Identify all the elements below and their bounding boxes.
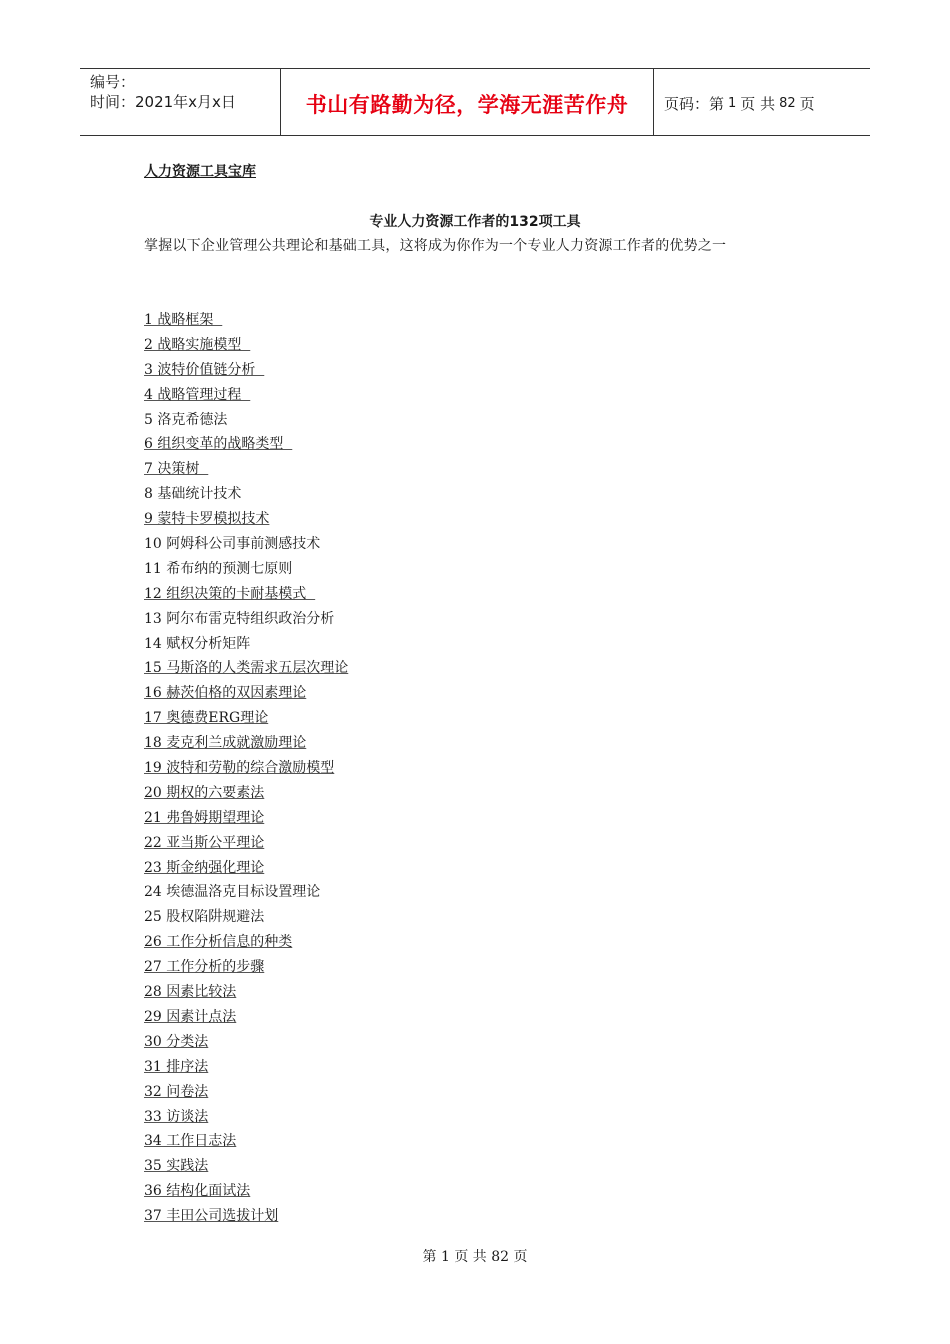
- tool-list-item-text: 3 波特价值链分析: [144, 361, 265, 378]
- tool-list-item-text: 24 埃德温洛克目标设置理论: [144, 884, 321, 901]
- tool-list-item-text: 28 因素比较法: [144, 984, 237, 1001]
- tool-list-link[interactable]: [144, 1206, 348, 1231]
- tool-list-item-text: 9 蒙特卡罗模拟技术: [144, 511, 270, 528]
- tool-list: [144, 310, 348, 1231]
- tool-list-item: [144, 634, 348, 659]
- library-title-link[interactable]: 人力资源工具宝库: [144, 164, 256, 180]
- footer-page-current: 1: [440, 1249, 450, 1265]
- tool-list-item-text: 17 奥德费ERG理论: [144, 710, 269, 727]
- tool-list-item-text: 6 组织变革的战略类型: [144, 436, 293, 453]
- tool-list-link[interactable]: [144, 833, 348, 858]
- tool-list-link[interactable]: [144, 509, 348, 534]
- intro-paragraph: 掌握以下企业管理公共理论和基础工具，这将成为你作为一个专业人力资源工作者的优势之一: [144, 238, 727, 254]
- tool-list-item-text: 18 麦克利兰成就激励理论: [144, 735, 307, 752]
- tool-list-link[interactable]: [144, 1032, 348, 1057]
- tool-list-link[interactable]: [144, 385, 348, 410]
- document-time-label: 时间：2021年x月x日: [90, 93, 236, 111]
- tool-list-link[interactable]: [144, 1131, 348, 1156]
- tool-list-item-text: 8 基础统计技术: [144, 486, 242, 503]
- tool-list-item-text: 1 战略框架: [144, 312, 223, 328]
- tool-list-item: [144, 410, 348, 435]
- tool-list-item-text: 30 分类法: [144, 1033, 209, 1050]
- tool-list-item-text: 27 工作分析的步骤: [144, 959, 265, 976]
- tool-list-item-text: 35 实践法: [144, 1158, 209, 1175]
- tool-list-item-text: 36 结构化面试法: [144, 1183, 251, 1200]
- tool-list-link[interactable]: [144, 1057, 348, 1082]
- tool-list-link[interactable]: [144, 808, 348, 833]
- tool-list-item-text: 23 斯金纳强化理论: [144, 859, 265, 876]
- tool-list-link[interactable]: [144, 957, 348, 982]
- tool-list-link[interactable]: [144, 1007, 348, 1032]
- tool-list-item-text: 16 赫茨伯格的双因素理论: [144, 685, 307, 702]
- tool-list-link[interactable]: [144, 459, 348, 484]
- tool-list-link[interactable]: [144, 1107, 348, 1132]
- header-page-current: 1: [728, 95, 737, 111]
- tool-list-link[interactable]: [144, 708, 348, 733]
- tool-list-item-text: 2 战略实施模型: [144, 336, 251, 353]
- tool-list-item-text: 5 洛克希德法: [144, 411, 228, 428]
- tool-list-item-text: 37 丰田公司选拔计划: [144, 1208, 279, 1225]
- tool-list-item-text: 20 期权的六要素法: [144, 784, 265, 801]
- tool-list-link[interactable]: [144, 982, 348, 1007]
- tool-list-item-text: 32 问卷法: [144, 1083, 209, 1100]
- header-page-indicator: [654, 69, 870, 135]
- tool-list-link[interactable]: [144, 335, 348, 360]
- tool-list-link[interactable]: [144, 932, 348, 957]
- tool-list-link[interactable]: [144, 1082, 348, 1107]
- tool-list-item-text: 29 因素计点法: [144, 1008, 237, 1025]
- tool-list-link[interactable]: [144, 434, 348, 459]
- tool-list-item-text: 22 亚当斯公平理论: [144, 834, 265, 851]
- tool-list-item-text: 12 组织决策的卡耐基模式: [144, 585, 316, 602]
- tool-list-item-text: 7 决策树: [144, 461, 209, 478]
- tool-list-link[interactable]: [144, 733, 348, 758]
- footer-page-total: 82: [491, 1249, 510, 1265]
- tool-list-item-text: 19 波特和劳勒的综合激励模型: [144, 760, 335, 777]
- tool-list-item-text: 10 阿姆科公司事前测感技术: [144, 536, 321, 553]
- tool-list-link[interactable]: [144, 1156, 348, 1181]
- tool-list-link[interactable]: [144, 683, 348, 708]
- tool-list-item-text: 11 希布纳的预测七原则: [144, 560, 293, 577]
- header-meta-cell: [80, 69, 281, 135]
- header-motto: 书山有路勤为径，学海无涯苦作舟: [281, 69, 654, 135]
- tool-list-item: [144, 907, 348, 932]
- tool-list-item: [144, 484, 348, 509]
- tool-list-item-text: 15 马斯洛的人类需求五层次理论: [144, 660, 349, 677]
- tool-list-link[interactable]: [144, 360, 348, 385]
- tool-list-item-text: 21 弗鲁姆期望理论: [144, 809, 265, 826]
- header-page-middle: 页 共: [740, 94, 776, 113]
- header-page-prefix: 页码：第: [664, 94, 725, 113]
- tool-list-link[interactable]: [144, 783, 348, 808]
- footer-middle: 页 共: [454, 1249, 487, 1265]
- tool-list-item-text: 26 工作分析信息的种类: [144, 934, 293, 951]
- tool-list-item: [144, 534, 348, 559]
- tool-list-link[interactable]: [144, 858, 348, 883]
- tool-list-item: [144, 882, 348, 907]
- document-number-label: 编号：: [90, 73, 136, 91]
- tool-list-link[interactable]: [144, 584, 348, 609]
- tool-list-item-text: 25 股权陷阱规避法: [144, 909, 265, 926]
- document-heading: 专业人力资源工作者的132项工具: [369, 214, 581, 230]
- tool-list-item-text: 31 排序法: [144, 1058, 209, 1075]
- page-header: [80, 68, 870, 136]
- tool-list-item-text: 14 赋权分析矩阵: [144, 635, 251, 652]
- tool-list-item: [144, 559, 348, 584]
- tool-list-item-text: 34 工作日志法: [144, 1133, 237, 1150]
- page-footer: [0, 1246, 950, 1266]
- header-page-suffix: 页: [799, 94, 815, 113]
- tool-list-link[interactable]: [144, 310, 348, 335]
- tool-list-item-text: 33 访谈法: [144, 1108, 209, 1125]
- footer-suffix: 页: [513, 1249, 528, 1265]
- tool-list-link[interactable]: [144, 1181, 348, 1206]
- tool-list-link[interactable]: [144, 658, 348, 683]
- header-page-total: 82: [779, 95, 796, 111]
- footer-prefix: 第: [422, 1249, 437, 1265]
- tool-list-item: [144, 609, 348, 634]
- tool-list-link[interactable]: [144, 758, 348, 783]
- tool-list-item-text: 4 战略管理过程: [144, 386, 251, 403]
- tool-list-item-text: 13 阿尔布雷克特组织政治分析: [144, 610, 335, 627]
